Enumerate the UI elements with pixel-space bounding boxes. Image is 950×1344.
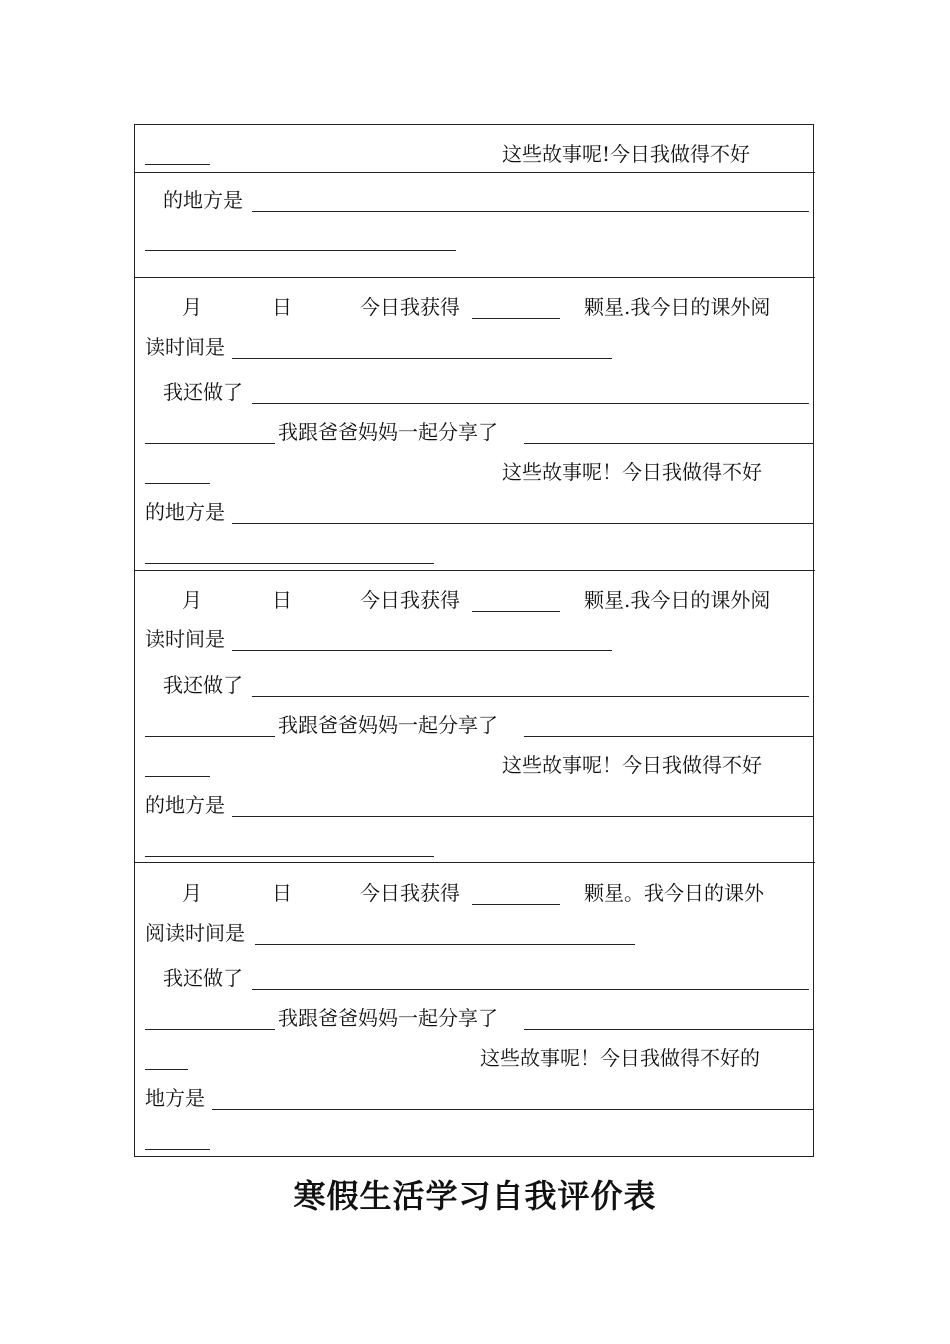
shared-label: 我跟爸爸妈妈一起分享了: [278, 420, 498, 444]
stars-blank[interactable]: [472, 318, 560, 319]
stories-text: 这些故事呢！今日我做得不好: [502, 753, 762, 777]
row-divider: [134, 172, 815, 173]
row-divider: [134, 277, 815, 278]
got-label: 今日我获得: [360, 588, 460, 612]
blank-line[interactable]: [145, 443, 275, 444]
day-label: 日: [272, 295, 292, 319]
bad-place-label: 地方是: [145, 1086, 205, 1110]
blank-line[interactable]: [145, 776, 210, 777]
blank-line[interactable]: [145, 856, 434, 857]
stars-blank[interactable]: [472, 611, 560, 612]
blank-line[interactable]: [145, 483, 210, 484]
also-did-blank[interactable]: [252, 989, 809, 990]
shared-blank[interactable]: [524, 443, 814, 444]
stars-text: 颗星.我今日的课外阅: [584, 588, 771, 612]
month-label: 月: [182, 295, 202, 319]
bad-place-label: 的地方是: [163, 188, 243, 212]
blank-line[interactable]: [145, 1029, 275, 1030]
got-label: 今日我获得: [360, 295, 460, 319]
shared-blank[interactable]: [524, 736, 814, 737]
also-did-label: 我还做了: [163, 966, 243, 990]
day-label: 日: [272, 881, 292, 905]
also-did-blank[interactable]: [252, 696, 809, 697]
shared-label: 我跟爸爸妈妈一起分享了: [278, 1006, 498, 1030]
bad-place-label: 的地方是: [145, 793, 225, 817]
row-divider: [134, 570, 815, 571]
reading-time-label: 阅读时间是: [145, 921, 245, 945]
reading-time-label: 读时间是: [145, 335, 225, 359]
reading-time-label: 读时间是: [145, 627, 225, 651]
bad-place-label: 的地方是: [145, 500, 225, 524]
stories-text: 这些故事呢！今日我做得不好: [502, 460, 762, 484]
got-label: 今日我获得: [360, 881, 460, 905]
evaluation-table: [134, 124, 814, 1157]
blank-line[interactable]: [145, 164, 210, 165]
reading-time-blank[interactable]: [232, 650, 612, 651]
bad-place-blank[interactable]: [232, 816, 814, 817]
also-did-label: 我还做了: [163, 380, 243, 404]
stars-blank[interactable]: [472, 904, 560, 905]
stars-text: 颗星.我今日的课外阅: [584, 295, 771, 319]
stars-text: 颗星。我今日的课外: [584, 881, 764, 905]
reading-time-blank[interactable]: [255, 944, 635, 945]
shared-label: 我跟爸爸妈妈一起分享了: [278, 713, 498, 737]
also-did-blank[interactable]: [252, 403, 809, 404]
day-label: 日: [272, 588, 292, 612]
reading-time-blank[interactable]: [232, 358, 612, 359]
blank-line[interactable]: [145, 250, 456, 251]
month-label: 月: [182, 588, 202, 612]
blank-line[interactable]: [145, 736, 275, 737]
blank-line[interactable]: [145, 1149, 210, 1150]
bad-place-blank[interactable]: [212, 1109, 814, 1110]
blank-line[interactable]: [252, 211, 809, 212]
row-divider: [134, 862, 815, 863]
page-title: 寒假生活学习自我评价表: [293, 1177, 657, 1215]
also-did-label: 我还做了: [163, 673, 243, 697]
blank-line[interactable]: [145, 563, 434, 564]
stories-text: 这些故事呢！今日我做得不好的: [480, 1046, 760, 1070]
shared-blank[interactable]: [524, 1029, 814, 1030]
blank-line[interactable]: [145, 1069, 188, 1070]
bad-place-blank[interactable]: [232, 523, 814, 524]
stories-text: 这些故事呢!今日我做得不好: [502, 142, 751, 166]
month-label: 月: [182, 881, 202, 905]
